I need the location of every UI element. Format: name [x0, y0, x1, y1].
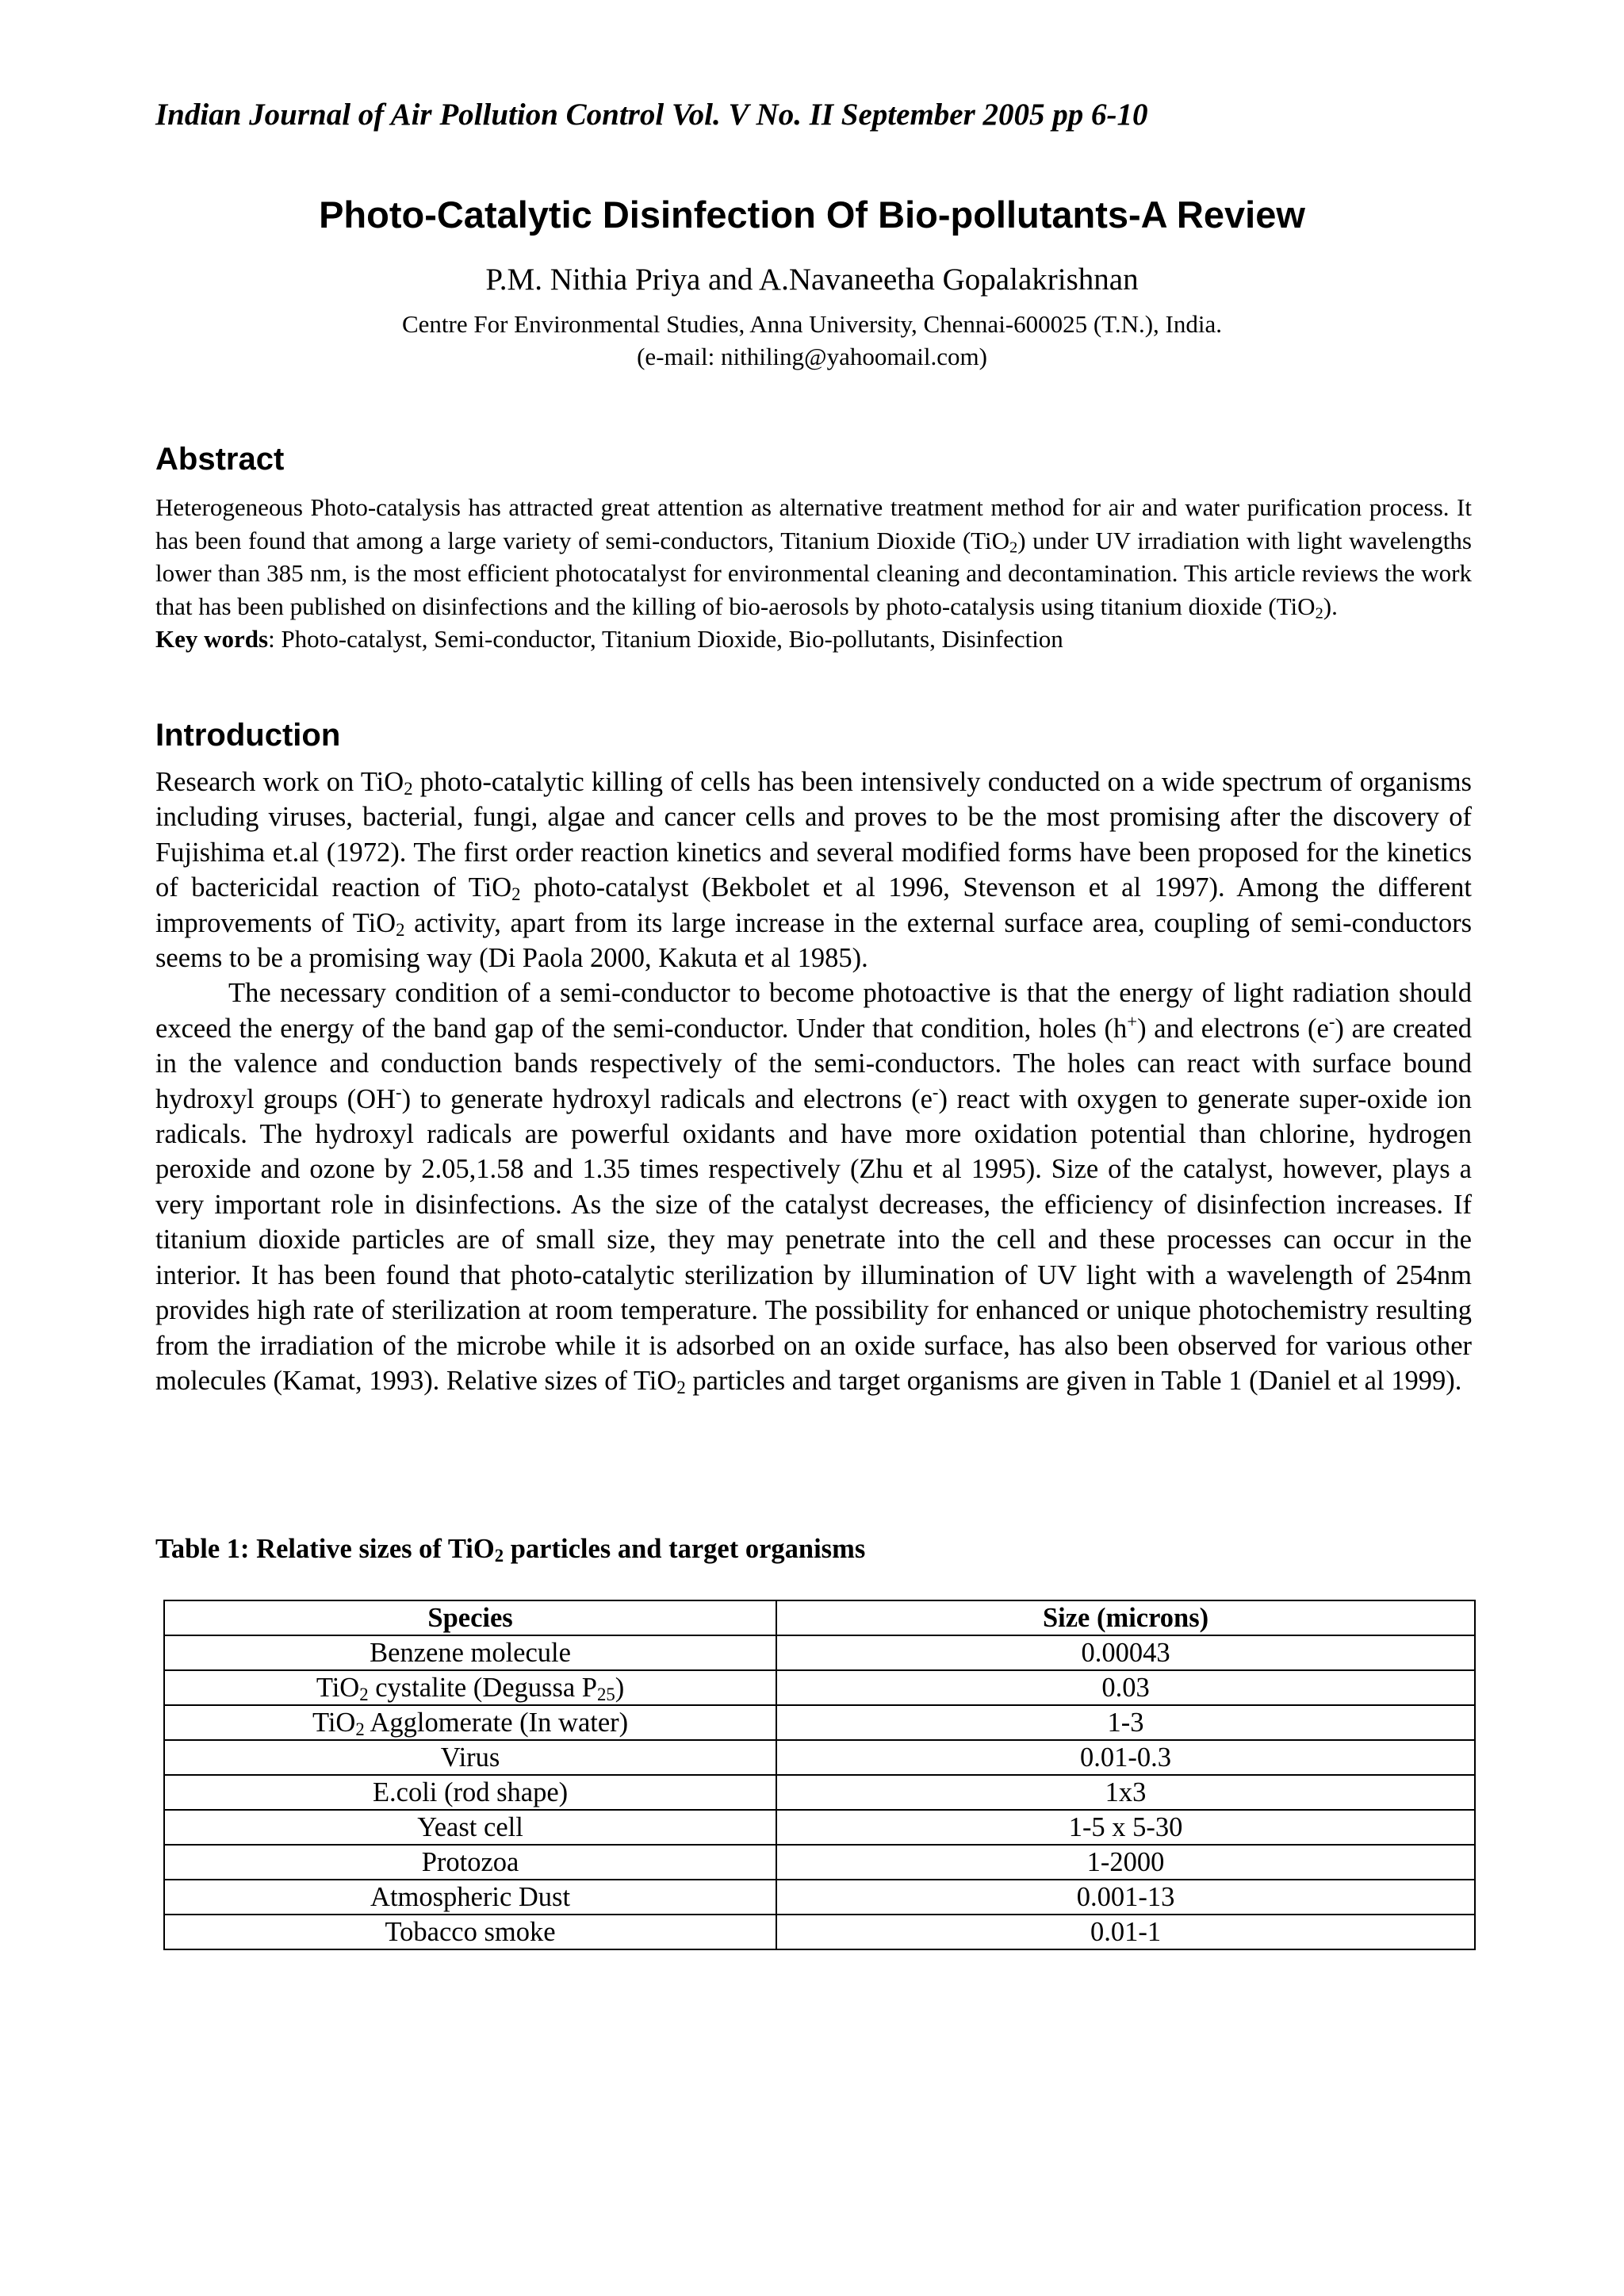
table-row — [164, 1775, 1475, 1810]
subscript: 25 — [597, 1685, 615, 1704]
abstract-body — [155, 491, 1472, 656]
intro-paragraph-2 — [155, 976, 1472, 1398]
intro-text: activity, apart from its large increase in the external surface area, coupling of semi-conductors seems to be a promising way (Di Paola 2000, Kakuta et al 1985). — [155, 907, 1472, 974]
abstract-heading: Abstract — [155, 442, 285, 477]
species-cell: Yeast cell — [164, 1810, 776, 1845]
authors: P.M. Nithia Priya and A.Navaneetha Gopalakrishnan — [485, 263, 1139, 297]
size-cell: 0.00043 — [776, 1635, 1475, 1670]
species-text: Agglomerate (In water) — [364, 1708, 629, 1738]
size-cell: 1-2000 — [776, 1845, 1475, 1880]
caption-text: Table 1: Relative sizes of TiO — [155, 1534, 495, 1564]
species-cell: Atmospheric Dust — [164, 1880, 776, 1915]
intro-paragraph-1 — [155, 765, 1472, 976]
size-cell: 0.001-13 — [776, 1880, 1475, 1915]
subscript: 2 — [355, 1719, 365, 1739]
species-cell: Tobacco smoke — [164, 1915, 776, 1949]
size-cell: 1-3 — [776, 1705, 1475, 1740]
subscript: 2 — [676, 1377, 686, 1397]
species-text: TiO — [312, 1708, 356, 1738]
subscript: 2 — [1009, 539, 1018, 556]
intro-text: ) are created in the valence and conduction bands respectively of the semi-conductors. The holes can react with surface bound hydroxyl groups (OH — [155, 1013, 1472, 1114]
subscript: 2 — [494, 1546, 504, 1566]
species-cell — [164, 1670, 776, 1705]
size-cell: 1x3 — [776, 1775, 1475, 1810]
abstract-text: ). — [1323, 592, 1338, 620]
species-text: TiO — [316, 1673, 360, 1703]
keywords-text: : Photo-catalyst, Semi-conductor, Titanium Dioxide, Bio-pollutants, Disinfection — [268, 625, 1063, 653]
introduction-body — [155, 765, 1472, 1398]
subscript: 2 — [396, 919, 405, 940]
subscript: 2 — [511, 884, 521, 905]
table-caption — [155, 1534, 865, 1565]
superscript: - — [1328, 1011, 1335, 1032]
superscript: - — [932, 1082, 939, 1102]
intro-text: ) to generate hydroxyl radicals and electrons (e — [401, 1083, 933, 1114]
species-text: ) — [615, 1673, 625, 1703]
sizes-table — [163, 1600, 1476, 1950]
species-cell: Virus — [164, 1740, 776, 1775]
intro-text: ) and electrons (e — [1137, 1013, 1329, 1044]
affiliation-block — [0, 308, 1624, 373]
superscript: + — [1127, 1011, 1138, 1032]
intro-text: particles and target organisms are given in Table 1 (Daniel et al 1999). — [685, 1365, 1462, 1396]
table-row — [164, 1740, 1475, 1775]
journal-header: Indian Journal of Air Pollution Control Vol. V No. II September 2005 pp 6-10 — [155, 98, 1148, 132]
intro-text: Research work on TiO — [155, 767, 404, 797]
size-cell: 1-5 x 5-30 — [776, 1810, 1475, 1845]
subscript: 2 — [1315, 604, 1323, 622]
table-row — [164, 1845, 1475, 1880]
abstract-text: Heterogeneous Photo-catalysis has attracted great attention as alternative treatment method for air and water purification process. It has been found that among a large variety of semi-conductors, Titanium Dioxide (TiO — [155, 493, 1472, 554]
species-cell: E.coli (rod shape) — [164, 1775, 776, 1810]
table-header-row — [164, 1600, 1475, 1635]
email: (e-mail: nithiling@yahoomail.com) — [637, 343, 987, 370]
intro-text: The necessary condition of a semi-conductor to become photoactive is that the energy of light radiation should exceed the energy of the band gap of the semi-conductor. Under that condition, holes (h — [155, 978, 1472, 1044]
caption-text: particles and target organisms — [504, 1534, 866, 1564]
table-row — [164, 1635, 1475, 1670]
keywords-label: Key words — [155, 625, 269, 653]
species-cell: Benzene molecule — [164, 1635, 776, 1670]
species-cell — [164, 1705, 776, 1740]
superscript: - — [396, 1082, 402, 1102]
size-cell: 0.01-1 — [776, 1915, 1475, 1949]
size-cell: 0.01-0.3 — [776, 1740, 1475, 1775]
intro-text: photo-catalytic killing of cells has been intensively conducted on a wide spectrum of organisms including viruses, bacterial, fungi, algae and cancer cells and proves to be the most promising after the discovery of Fujishima et.al (1972). The first order reaction kinetics and several modified forms have been proposed for the kinetics of bactericidal reaction of TiO — [155, 767, 1472, 903]
table-row — [164, 1880, 1475, 1915]
affiliation: Centre For Environmental Studies, Anna University, Chennai-600025 (T.N.), India. — [401, 310, 1222, 338]
size-cell: 0.03 — [776, 1670, 1475, 1705]
table-row — [164, 1810, 1475, 1845]
intro-text: photo-catalyst (Bekbolet et al 1996, Stevenson et al 1997). Among the different improvements of TiO — [155, 872, 1472, 938]
species-cell: Protozoa — [164, 1845, 776, 1880]
intro-text: ) react with oxygen to generate super-oxide ion radicals. The hydroxyl radicals are powerful oxidants and have more oxidation potential than chlorine, hydrogen peroxide and ozone by 2.05,1.58 and 1.35 times respectively (Zhu et al 1995). Size of the catalyst, however, plays a very important role in disinfections. As the size of the catalyst decreases, the efficiency of disinfection increases. If titanium dioxide particles are of small size, they may penetrate into the cell and these processes can occur in the interior. It has been found that photo-catalytic sterilization by illumination of UV light with a wavelength of 254nm provides high rate of sterilization at room temperature. The possibility for enhanced or unique photochemistry resulting from the irradiation of the microbe while it is adsorbed on an oxide surface, has also been observed for various other molecules (Kamat, 1993). Relative sizes of TiO — [155, 1083, 1472, 1396]
introduction-heading: Introduction — [155, 718, 341, 753]
subscript: 2 — [404, 779, 413, 799]
table-row — [164, 1705, 1475, 1740]
subscript: 2 — [359, 1685, 369, 1704]
abstract-text: ) under UV irradiation with light wavelengths lower than 385 nm, is the most efficient photocatalyst for environmental cleaning and decontamination. This article reviews the work that has been published on disinfections and the killing of bio-aerosols by photo-catalysis using titanium dioxide (TiO — [155, 526, 1472, 620]
table-row — [164, 1670, 1475, 1705]
table-row — [164, 1915, 1475, 1949]
column-header-size: Size (microns) — [776, 1600, 1475, 1635]
paper-title: Photo-Catalytic Disinfection Of Bio-pollutants-A Review — [319, 194, 1305, 236]
species-text: cystalite (Degussa P — [368, 1673, 597, 1703]
column-header-species: Species — [164, 1600, 776, 1635]
